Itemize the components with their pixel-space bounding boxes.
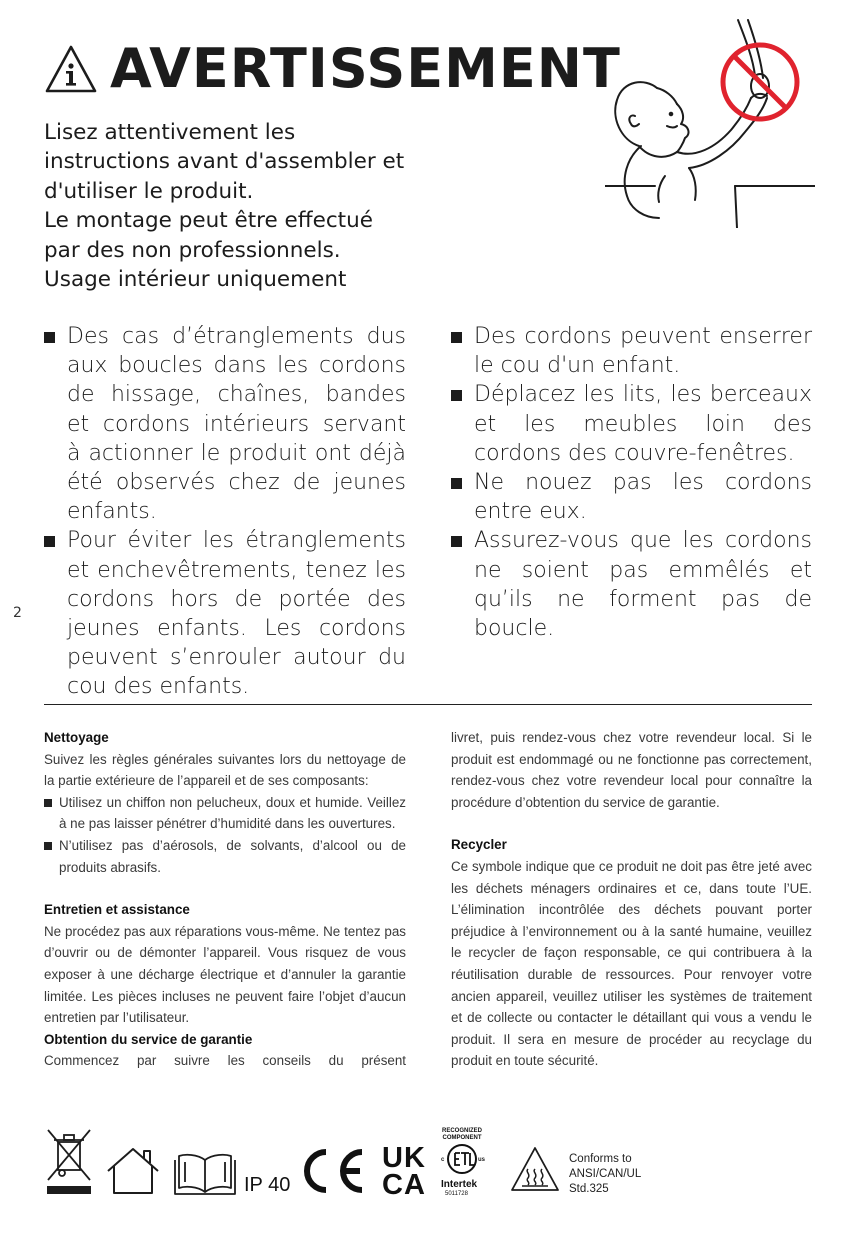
paragraph: Ce symbole indique que ce produit ne doit pas être jeté avec les déchets ménagers ordinaires et ce, dans toute l’UE. L’élimination incontrôlée des déchets pouvant porter préjudice à l’environnement ou à la santé humaine, veuillez le recycler de façon responsable, ce qui contribuera à la réutilisation durable de ressources. Pour renvoyer votre ancien appareil, veuillez utiliser les systèmes de traitement et de collecte ou contacter le détaillant qui vous a vendu le produit. Il sera en mesure de procéder au recyclage du produit en toute sécurité. [451,858,812,1069]
warning-triangle-icon [44,44,98,94]
conformity-line: Std.325 [569,1183,609,1195]
ip-rating-label: IP 40 [244,1174,291,1196]
read-manual-book-icon [173,1152,237,1196]
etl-us-label: us [478,1157,486,1163]
paragraph: livret, puis rendez-vous chez votre revendeur local. Si le produit est endommagé ou ne fonctionne pas correctement, rendez-vous chez votre revendeur local pour connaître la procédure d’obtention du service de garantie. [451,730,812,810]
warnings-left-list [44,322,406,702]
hot-surface-warning-icon [509,1145,561,1193]
paragraph: Commencez par suivre les conseils du présent [44,1053,406,1069]
list-item: Assurez-vous que les cordons ne soient pas emmêlés et qu’ils ne forment pas de boucle. [451,526,812,643]
left-text-column [44,727,406,1072]
conformity-line: Conforms to [569,1153,632,1165]
etl-brand: Intertek [441,1179,478,1190]
list-item: Pour éviter les étranglements et enchevêtrements, tenez les cordons hors de portée des jeunes enfants. Les cordons peuvent s’enrouler autour du cou des enfants. [44,526,406,701]
intro-line: par des non professionnels. [44,237,341,263]
etl-c-label: c [441,1157,445,1163]
section-heading: Entretien et assistance [44,902,190,918]
intro-line: Le montage peut être effectué [44,208,373,234]
indoor-use-house-icon [106,1147,160,1195]
crossed-bin-icon [44,1128,94,1196]
page-number: 2 [13,605,22,621]
section-heading: Nettoyage [44,730,109,745]
list-item: Ne nouez pas les cordons entre eux. [451,468,812,526]
ce-mark-icon [298,1146,368,1196]
conformity-line: ANSI/CAN/UL [569,1168,642,1180]
intro-line: Lisez attentivement les [44,120,296,145]
etl-number: 5011728 [445,1191,468,1197]
intro-line: Usage intérieur uniquement [44,267,347,293]
etl-mark-icon [446,1143,478,1175]
intro-line: d'utiliser le produit. [44,178,254,204]
list-item: N’utilisez pas d’aérosols, de solvants, d’alcool ou de produits abrasifs. [44,835,406,878]
list-item: Des cas d’étranglements dus aux boucles dans les cordons de hissage, chaînes, bandes et cordons intérieurs servant à actionner le produit ont déjà été observés chez de jeunes enfants. [44,322,406,526]
warnings-right-list [451,322,812,643]
intro-line: instructions avant d'assembler et [44,149,405,175]
paragraph: Ne procédez pas aux réparations vous-même. Ne tentez pas d’ouvrir ou de démonter l’appareil. Vous risquez de vous exposer à une décharge électrique et d’annuler la garantie limitée. Les pièces incluses ne peuvent faire l’objet d’aucun entretien par l’utilisateur. [44,923,406,1026]
divider [44,704,812,705]
list-item: Déplacez les lits, les berceaux et les meubles loin des cordons des couvre-fenêtres. [451,380,812,468]
section-heading: Recycler [451,837,507,853]
ukca-top: UK [382,1142,426,1174]
right-text-column [451,727,812,1072]
list-item: Utilisez un chiffon non pelucheux, doux et humide. Veillez à ne pas laisser pénétrer d’humidité dans les ouvertures. [44,792,406,835]
section-heading: Obtention du service de garantie [44,1031,253,1047]
ukca-bottom: CA [382,1169,426,1201]
ukca-mark [382,1142,426,1201]
list-item: Des cordons peuvent enserrer le cou d'un enfant. [451,322,812,380]
page-title: AVERTISSEMENT [110,37,621,100]
paragraph: Suivez les règles générales suivantes lors du nettoyage de la partie extérieure de l’appareil et de ses composants: [44,751,406,789]
etl-recognized-text: RECOGNIZED COMPONENT [441,1128,482,1141]
child-cord-warning-illustration [605,18,815,228]
intro-text [44,118,424,294]
conformity-text [569,1152,641,1197]
